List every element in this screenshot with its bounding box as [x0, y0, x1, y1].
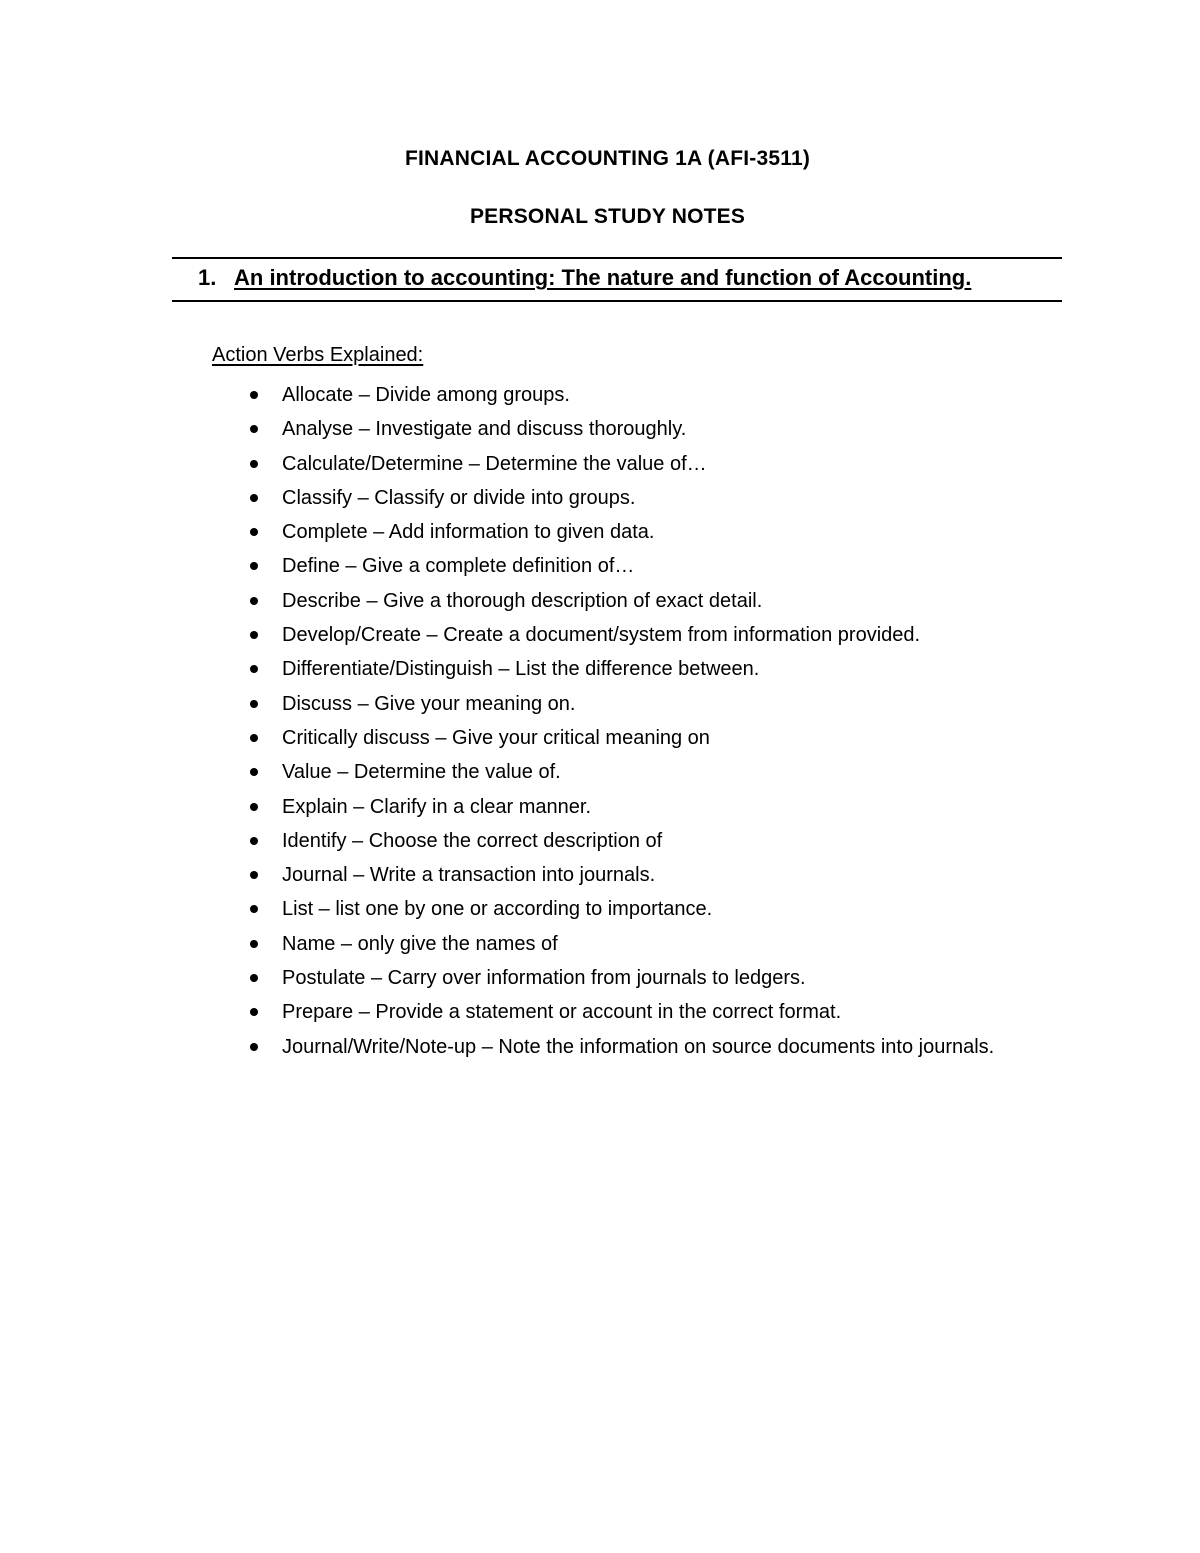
- list-item-text: Describe – Give a thorough description of exact detail.: [282, 589, 763, 612]
- list-item-text: Journal – Write a transaction into journals.: [282, 864, 656, 887]
- list-item: [250, 790, 1010, 824]
- bullet-icon: [250, 391, 258, 399]
- list-item-text: Differentiate/Distinguish – List the difference between.: [282, 658, 760, 681]
- list-item: [250, 412, 1010, 446]
- list-item: [250, 447, 1010, 481]
- action-verbs-list: [250, 378, 1010, 1064]
- list-item: [250, 515, 1010, 549]
- list-item: [250, 378, 1010, 412]
- document-title: FINANCIAL ACCOUNTING 1A (AFI-3511): [404, 147, 811, 170]
- list-item-text: Develop/Create – Create a document/system from information provided.: [282, 624, 921, 647]
- bullet-icon: [250, 803, 258, 811]
- bullet-icon: [250, 425, 258, 433]
- list-item: [250, 618, 1010, 652]
- bullet-icon: [250, 631, 258, 639]
- bullet-icon: [250, 528, 258, 536]
- list-item-text: Classify – Classify or divide into groups.: [282, 486, 636, 509]
- document-subtitle: PERSONAL STUDY NOTES: [469, 205, 746, 228]
- list-item: [250, 652, 1010, 686]
- list-item: [250, 755, 1010, 789]
- list-item-text: Prepare – Provide a statement or account in the correct format.: [282, 1001, 842, 1024]
- list-item-text: Define – Give a complete definition of…: [282, 555, 635, 578]
- list-item-text: Analyse – Investigate and discuss thoroughly.: [282, 418, 687, 441]
- bullet-icon: [250, 494, 258, 502]
- list-item-text: Calculate/Determine – Determine the value of…: [282, 452, 707, 475]
- list-item-text: Identify – Choose the correct description of: [282, 829, 663, 852]
- section-heading: [198, 265, 971, 291]
- list-item-text: Critically discuss – Give your critical meaning on: [282, 726, 710, 749]
- bullet-icon: [250, 562, 258, 570]
- bullet-icon: [250, 974, 258, 982]
- bullet-icon: [250, 905, 258, 913]
- heading-top-rule: [172, 257, 1062, 259]
- list-item-text: Postulate – Carry over information from journals to ledgers.: [282, 967, 806, 990]
- list-item: [250, 892, 1010, 926]
- list-item: [250, 824, 1010, 858]
- bullet-icon: [250, 700, 258, 708]
- bullet-icon: [250, 665, 258, 673]
- heading-bottom-rule: [172, 300, 1062, 302]
- bullet-icon: [250, 768, 258, 776]
- list-item: [250, 481, 1010, 515]
- list-item: [250, 1030, 1010, 1064]
- list-item: [250, 687, 1010, 721]
- list-item-text: Explain – Clarify in a clear manner.: [282, 795, 592, 818]
- list-item-text: Name – only give the names of: [282, 932, 558, 955]
- list-item: [250, 927, 1010, 961]
- list-item: [250, 858, 1010, 892]
- section-heading-text: An introduction to accounting: The nature and function of Accounting.: [234, 265, 972, 290]
- list-item: [250, 721, 1010, 755]
- list-item-text: Value – Determine the value of.: [282, 761, 561, 784]
- bullet-icon: [250, 1043, 258, 1051]
- bullet-icon: [250, 460, 258, 468]
- list-item-text: Discuss – Give your meaning on.: [282, 692, 576, 715]
- bullet-icon: [250, 871, 258, 879]
- bullet-icon: [250, 837, 258, 845]
- bullet-icon: [250, 1008, 258, 1016]
- bullet-icon: [250, 734, 258, 742]
- section-number: 1.: [198, 265, 217, 290]
- list-item: [250, 961, 1010, 995]
- list-item-text: List – list one by one or according to importance.: [282, 898, 713, 921]
- list-item-text: Complete – Add information to given data.: [282, 521, 655, 544]
- action-verbs-heading: Action Verbs Explained:: [212, 344, 424, 366]
- list-item: [250, 549, 1010, 583]
- list-item: [250, 584, 1010, 618]
- list-item-text: Allocate – Divide among groups.: [282, 384, 570, 406]
- bullet-icon: [250, 940, 258, 948]
- list-item-text: Journal/Write/Note-up – Note the information on source documents into journals.: [282, 1035, 995, 1058]
- list-item: [250, 995, 1010, 1029]
- bullet-icon: [250, 597, 258, 605]
